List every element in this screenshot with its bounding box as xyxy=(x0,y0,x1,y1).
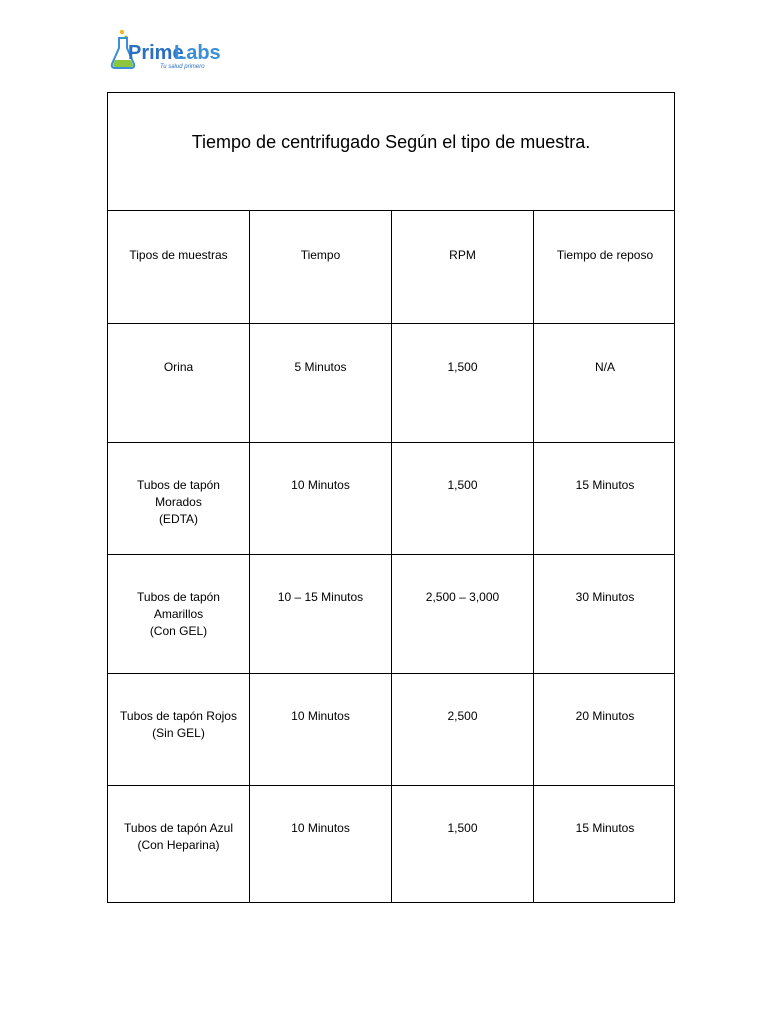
table-cell xyxy=(392,786,534,902)
centrifuge-table xyxy=(107,92,675,903)
table-cell xyxy=(108,324,250,442)
cell-text: 5 Minutos xyxy=(294,360,347,374)
table-cell xyxy=(534,674,676,785)
header-text: RPM xyxy=(449,248,476,262)
logo-tagline: Tu salud primero xyxy=(160,64,205,70)
table-cell xyxy=(392,443,534,554)
table-row xyxy=(108,674,674,786)
table-header-row xyxy=(108,211,674,324)
table-title: Tiempo de centrifugado Según el tipo de muestra. xyxy=(191,132,591,152)
cell-text: 10 Minutos xyxy=(291,821,350,835)
table-cell xyxy=(108,555,250,673)
cell-text: 1,500 xyxy=(447,478,478,492)
table-cell xyxy=(534,555,676,673)
logo-prime-text: Prime xyxy=(128,42,184,64)
cell-text: 15 Minutos xyxy=(575,821,635,835)
logo-labs-text: Labs xyxy=(174,42,221,64)
cell-text: Tubos de tapón Azul (Con Heparina) xyxy=(124,821,233,852)
header-cell xyxy=(250,211,392,323)
cell-text: 2,500 xyxy=(447,709,478,723)
table-cell xyxy=(392,555,534,673)
table-cell xyxy=(250,674,392,785)
table-cell xyxy=(250,786,392,902)
cell-text: 2,500 – 3,000 xyxy=(425,590,500,604)
table-cell xyxy=(392,324,534,442)
header-text: Tiempo de reposo xyxy=(556,248,654,262)
table-cell xyxy=(534,786,676,902)
cell-text: 1,500 xyxy=(447,360,478,374)
table-title-row xyxy=(108,93,674,211)
table-cell xyxy=(250,555,392,673)
table-cell xyxy=(108,674,250,785)
cell-text: Tubos de tapón Rojos (Sin GEL) xyxy=(120,709,237,740)
cell-text: Tubos de tapón Morados (EDTA) xyxy=(137,478,220,526)
flask-logo-icon xyxy=(110,28,221,74)
header-cell xyxy=(392,211,534,323)
table-cell xyxy=(108,786,250,902)
primelabs-logo xyxy=(110,28,221,74)
table-row xyxy=(108,443,674,555)
header-text: Tiempo xyxy=(300,248,341,262)
cell-text: 15 Minutos xyxy=(575,478,635,492)
cell-text: 1,500 xyxy=(447,821,478,835)
cell-text: 10 Minutos xyxy=(291,478,350,492)
table-cell xyxy=(392,674,534,785)
cell-text: Orina xyxy=(163,360,194,374)
cell-text: 30 Minutos xyxy=(575,590,635,604)
header-cell xyxy=(534,211,676,323)
table-row xyxy=(108,324,674,443)
header-cell xyxy=(108,211,250,323)
cell-text: Tubos de tapón Amarillos (Con GEL) xyxy=(137,590,220,638)
cell-text: 20 Minutos xyxy=(575,709,635,723)
table-cell xyxy=(108,443,250,554)
cell-text: 10 Minutos xyxy=(291,709,350,723)
table-row xyxy=(108,555,674,674)
table-row xyxy=(108,786,674,902)
table-cell xyxy=(250,324,392,442)
cell-text: N/A xyxy=(594,360,615,374)
table-cell xyxy=(534,443,676,554)
table-cell xyxy=(534,324,676,442)
header-text: Tipos de muestras xyxy=(129,248,228,262)
table-cell xyxy=(250,443,392,554)
cell-text: 10 – 15 Minutos xyxy=(277,590,364,604)
